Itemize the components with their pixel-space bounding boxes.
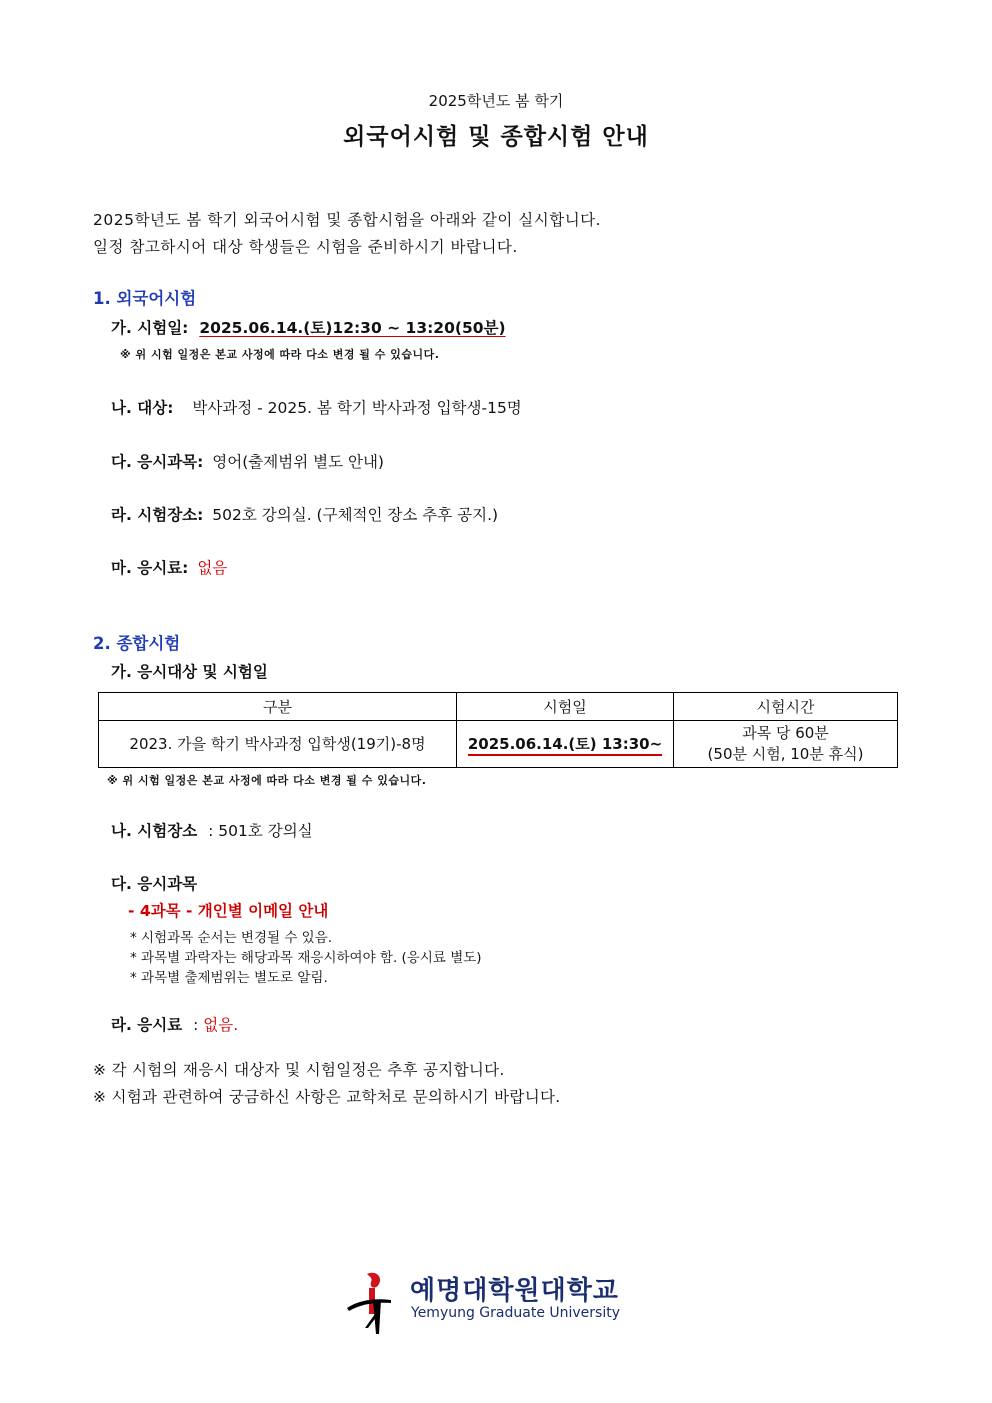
section2-place-label: 나. 시험장소 [111, 822, 198, 840]
section2-fee-label: 라. 응시료 [111, 1016, 183, 1034]
footer-note-1: ※ 각 시험의 재응시 대상자 및 시험일정은 추후 공지합니다. [93, 1061, 505, 1079]
university-name-english: Yemyung Graduate University [411, 1305, 621, 1321]
section2-subject-label: 다. 응시과목 [111, 875, 198, 893]
table-header-row [99, 693, 898, 721]
subject-label: 다. 응시과목: [111, 453, 204, 471]
table-time-line-2: (50분 시험, 10분 휴식) [707, 745, 864, 763]
university-name-korean: 예명대학원대학교 [410, 1276, 619, 1306]
subject-value: 영어(출제범위 별도 안내) [212, 453, 384, 471]
subject-note-1: * 시험과목 순서는 변경될 수 있음. [130, 930, 333, 946]
section1-subject [111, 450, 384, 472]
target-label: 나. 대상: [111, 399, 174, 417]
exam-schedule-table [98, 692, 898, 768]
table-time-line-1: 과목 당 60분 [742, 724, 829, 742]
section1-heading: 1. 외국어시험 [93, 289, 197, 308]
intro-line-1: 2025학년도 봄 학기 외국어시험 및 종합시험을 아래와 같이 실시합니다. [93, 211, 602, 229]
exam-date-value: 2025.06.14.(토)12:30 ~ 13:20(50분) [199, 319, 506, 337]
section2-fee-value: 없음. [203, 1016, 239, 1034]
section1-schedule-note: ※ 위 시험 일정은 본교 사정에 따라 다소 변경 될 수 있습니다. [120, 348, 440, 361]
section2-subject-highlight: - 4과목 - 개인별 이메일 안내 [128, 902, 329, 920]
section2-schedule-note: ※ 위 시험 일정은 본교 사정에 따라 다소 변경 될 수 있습니다. [107, 774, 427, 787]
document-title: 외국어시험 및 종합시험 안내 [343, 124, 649, 150]
place-value: 502호 강의실. (구체적인 장소 추후 공지.) [212, 506, 499, 524]
section1-exam-date [111, 316, 506, 338]
document-subtitle: 2025학년도 봄 학기 [428, 92, 564, 110]
section2-place [111, 819, 313, 841]
table-cell-date [457, 721, 674, 768]
table-cell-category: 2023. 가을 학기 박사과정 입학생(19기)-8명 [99, 721, 457, 768]
section2-fee-sep: : [193, 1016, 199, 1034]
table-header-date: 시험일 [457, 693, 674, 721]
section2-heading: 2. 종합시험 [93, 634, 181, 653]
table-header-category: 구분 [99, 693, 457, 721]
table-cell-time [674, 721, 898, 768]
table-date-value: 2025.06.14.(토) 13:30~ [468, 735, 662, 756]
exam-date-label: 가. 시험일: [111, 319, 189, 337]
section1-target [111, 396, 522, 418]
place-label: 라. 시험장소: [111, 506, 204, 524]
table-row [99, 721, 898, 768]
footer-note-2: ※ 시험과 관련하여 궁금하신 사항은 교학처로 문의하시기 바랍니다. [93, 1088, 561, 1106]
subject-note-3: * 과목별 출제범위는 별도로 알림. [130, 970, 328, 986]
section1-place [111, 503, 498, 525]
subject-note-2: * 과목별 과락자는 해당과목 재응시하여야 함. (응시료 별도) [130, 950, 482, 966]
section2-subheading-a: 가. 응시대상 및 시험일 [111, 663, 268, 681]
intro-line-2: 일정 참고하시어 대상 학생들은 시험을 준비하시기 바랍니다. [93, 238, 518, 256]
table-header-time: 시험시간 [674, 693, 898, 721]
section1-fee [111, 556, 227, 578]
section2-fee [111, 1013, 238, 1035]
target-value: 박사과정 - 2025. 봄 학기 박사과정 입학생-15명 [192, 399, 522, 417]
section2-place-value: : 501호 강의실 [208, 822, 313, 840]
fee-value: 없음 [197, 559, 228, 577]
university-emblem-icon [345, 1270, 405, 1334]
fee-label: 마. 응시료: [111, 559, 189, 577]
